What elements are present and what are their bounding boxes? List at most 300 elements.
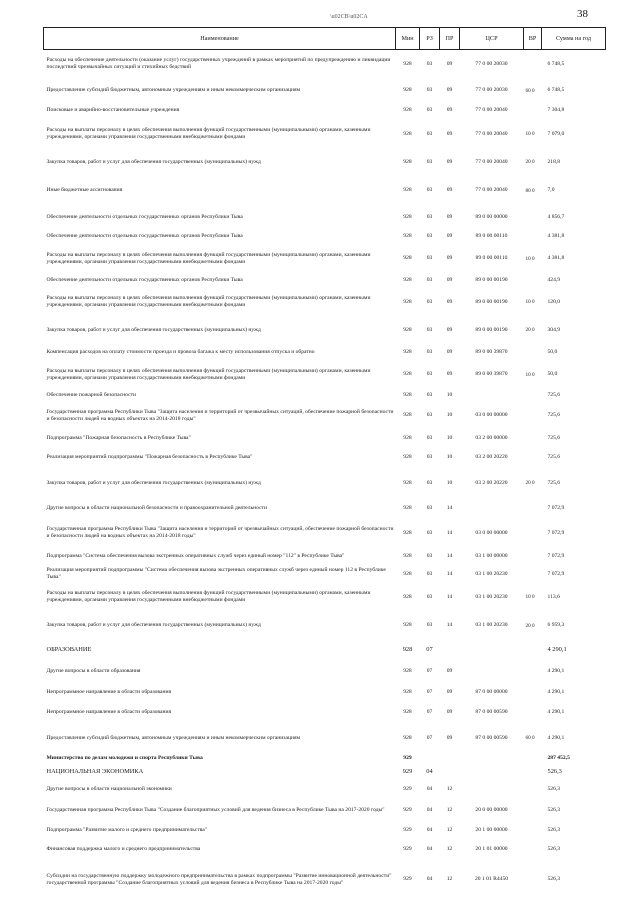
row-sum: 526,3 [547,786,561,792]
row-vr: 20 0 [525,480,535,486]
row-rz: 03 [426,622,433,628]
row-name: Предоставление субсидий бюджетным, автономным учреждениям и иным некоммерческим организациям [46,87,301,93]
row-pr: 12 [446,876,453,882]
row-min: 928 [403,391,412,398]
row-pr: 09 [446,667,453,674]
row-csr [460,498,524,519]
row-vr [524,498,542,519]
row-vr [524,50,542,79]
row-vr: 10 0 [525,371,535,378]
row-rz: 03 [426,371,433,377]
row-csr: 89 0 00 00190 [475,298,508,305]
row-name: Поисковые и аварийно-восстановительные учреждения [46,107,180,113]
row-vr: 80 0 [525,187,535,194]
row-csr: 20 0 00 00000 [475,807,508,813]
row-vr [524,800,542,822]
row-name: Компенсация расходов на оплату стоимости проезда и провоза багажа к месту использования отпуска и обратно [46,348,315,355]
row-rz: 07 [426,709,433,715]
row-name: Расходы на выплаты персоналу в целях обеспечения выполнения функций государственными (муниципальными) органами, казенными учреждениями, органами управления государственными внебюджетными фондами [46,251,371,265]
table-row [44,724,606,753]
row-rz: 07 [426,667,433,674]
row-name: Расходы на обеспечение деятельности (оказание услуг) государственных учреждений в рамках мероприятий по предупреждению и ликвидации последствий чрезвычайных ситуаций и стихийных бедствий [46,57,391,71]
table-row [44,469,606,498]
row-min: 928 [403,688,412,695]
row-vr [524,273,542,288]
row-vr: 20 0 [525,622,535,629]
row-name: Подпрограмма "Система обеспечения вызова экстренных оперативных служб через единый номер "112" в Республике Тыва" [46,553,345,559]
row-rz: 03 [426,553,433,559]
table-row [44,498,606,519]
row-pr: 09 [446,298,453,305]
table-row [44,447,606,469]
row-pr [440,640,460,660]
row-name: Закупка товаров, работ и услуг для обеспечения государственных (муниципальных) нужд [46,622,261,628]
table-header [44,28,606,50]
row-rz: 04 [426,827,433,833]
row-csr [460,753,524,764]
row-min: 928 [403,371,412,377]
row-min: 928 [403,107,412,113]
header-min: Мин [396,28,420,50]
row-name: Непрограммное направление в области образования [46,688,172,695]
table-row [44,430,606,447]
budget-table [43,27,606,900]
row-sum: 4 290,1 [547,734,565,741]
row-min: 928 [403,553,412,559]
row-rz: 03 [426,298,433,305]
row-pr: 14 [446,570,453,577]
row-sum: 7 304,8 [547,107,565,113]
row-vr [524,103,542,119]
row-sum: 7 072,9 [547,553,565,559]
row-name: Закупка товаров, работ и услуг для обеспечения государственных (муниципальных) нужд [46,326,261,333]
row-sum: 6 748,5 [547,60,565,67]
row-name: Непрограммное направление в области образования [46,709,172,715]
row-rz: 04 [426,807,433,813]
row-csr: 89 0 00 00110 [475,233,508,239]
row-rz: 03 [426,233,433,239]
row-min: 928 [403,479,412,486]
table-row [44,175,606,207]
row-name: Другие вопросы в области национальной экономики [46,786,172,792]
row-min: 928 [403,593,412,600]
row-sum: 4 290,1 [547,688,565,695]
row-csr: 89 0 00 00190 [475,326,508,333]
row-min: 928 [403,187,412,193]
row-sum: 526,3 [547,846,561,852]
scan-mark: \u02CB\u02CA [330,14,368,20]
row-name: Субсидии на государственную поддержку молодежного предпринимательства в рамках подпрограммы "Развитие инновационной деятельности" государственной программы "Создание благоприятных условий для ведения бизнеса в Республике Тыва на 2017-2020 годы" [46,872,392,886]
row-min: 928 [403,130,412,137]
table-row [44,822,606,840]
row-csr: 89 0 00 00190 [475,276,508,283]
row-sum: 287 452,5 [547,754,570,761]
row-pr: 14 [446,553,453,559]
row-vr: 20 0 [525,159,535,165]
row-rz: 03 [426,130,433,137]
table-row [44,753,606,764]
row-rz: 03 [426,391,433,398]
row-min: 929 [402,768,413,775]
row-pr: 12 [446,786,453,792]
row-name: Закупка товаров, работ и услуг для обеспечения государственных (муниципальных) нужд [46,158,261,165]
table-row [44,288,606,317]
row-vr [524,840,542,860]
table-row [44,389,606,402]
row-vr [524,640,542,660]
row-name: Подпрограмма "Пожарная безопасность в Республике Тыва" [46,434,191,441]
row-pr: 14 [446,504,453,511]
header-vr: ВР [524,28,542,50]
row-vr [524,753,542,764]
row-pr: 09 [446,371,453,377]
table-row [44,660,606,683]
row-min: 929 [403,754,412,761]
row-vr [524,447,542,469]
row-name: Обеспечение деятельности отдельных государственных органов Республики Тыва [46,276,243,283]
row-rz: 03 [426,158,433,165]
row-name: Закупка товаров, работ и услуг для обеспечения государственных (муниципальных) нужд [46,479,261,486]
row-sum: 4 290,1 [547,667,565,674]
row-rz: 03 [426,187,433,193]
row-rz: 03 [426,87,433,93]
row-rz: 04 [426,846,433,852]
row-csr: 20 1 00 00000 [475,827,508,833]
row-pr: 09 [446,348,453,355]
row-min: 928 [403,60,412,67]
row-vr [524,548,542,566]
row-min: 928 [403,214,412,220]
row-min: 928 [403,504,412,511]
row-csr: 03 2 00 00000 [475,434,508,441]
row-csr: 89 0 00 39870 [475,348,508,355]
row-pr: 09 [446,233,453,239]
row-csr: 03 2 00 20220 [475,479,508,486]
row-pr: 09 [446,255,453,261]
row-pr: 10 [446,454,453,460]
row-min: 928 [403,570,412,577]
row-vr [524,207,542,229]
table-row [44,764,606,780]
row-vr: 10 0 [525,594,535,600]
row-rz: 04 [426,786,433,792]
row-vr: 60 0 [525,735,535,741]
row-vr [524,780,542,800]
row-vr [524,519,542,548]
row-min: 928 [403,709,412,715]
table-row [44,519,606,548]
row-sum: 6 959,3 [547,622,565,628]
row-sum: 120,0 [547,298,561,305]
row-rz: 03 [426,326,433,333]
row-name: Обеспечение пожарной безопасности [46,391,137,398]
row-vr [524,764,542,780]
table-row [44,612,606,640]
row-min: 929 [403,876,412,882]
row-csr: 87 0 00 00590 [475,734,508,741]
row-csr: 77 0 00 20030 [475,87,508,93]
row-min: 928 [403,348,412,355]
row-csr: 03 2 00 20220 [475,454,508,460]
row-pr: 09 [446,60,453,67]
table-row [44,860,606,900]
table-row [44,780,606,800]
row-sum: 4 856,7 [547,214,565,220]
row-min: 929 [403,807,412,813]
row-vr [524,402,542,430]
row-rz: 03 [426,529,433,536]
row-pr: 09 [446,158,453,165]
page-number: 38 [577,8,588,20]
row-sum: 7 072,9 [547,504,565,511]
row-name: Государственная программа Республики Тыва "Защита населения и территорий от чрезвычайных ситуаций, обеспечение пожарной безопасности и безопасности людей на водных объектах на 2014-2018 годы" [46,526,394,539]
row-sum: 725,6 [547,454,561,460]
row-pr: 12 [446,846,453,852]
row-rz: 03 [426,434,433,441]
row-min: 928 [403,667,412,674]
row-csr [460,764,524,780]
table-row [44,344,606,361]
row-vr [524,822,542,840]
table-row [44,273,606,288]
row-name: Министерство по делам молодежи и спорта Республики Тыва [46,754,203,761]
row-pr: 10 [446,412,453,418]
table-row [44,103,606,119]
row-rz: 03 [426,504,433,511]
header-name: Наименование [44,28,396,50]
row-csr: 77 0 00 20030 [475,60,508,67]
row-csr: 89 0 00 00110 [475,255,508,261]
row-name: Финансовая поддержка малого и среднего предпринимательства [46,846,201,852]
table-row [44,207,606,229]
row-sum: 424,9 [547,276,561,283]
row-csr: 03 1 00 20230 [475,622,508,628]
table-row [44,361,606,389]
table-row [44,640,606,660]
row-vr [524,702,542,724]
row-vr [524,683,542,702]
row-rz: 03 [426,593,433,600]
row-name: Другие вопросы в области образования [46,667,141,674]
row-rz: 03 [426,60,433,67]
row-pr: 10 [446,479,453,486]
row-vr [524,344,542,361]
row-sum: 4 381,8 [547,233,565,239]
row-rz: 07 [426,734,433,741]
table-row [44,683,606,702]
row-sum: 526,3 [547,876,561,882]
row-pr: 14 [446,593,453,600]
row-min: 928 [403,454,412,460]
row-vr [524,860,542,900]
table-row [44,229,606,245]
row-pr: 09 [446,326,453,333]
table-row [44,548,606,566]
row-rz: 03 [426,348,433,355]
row-name: ОБРАЗОВАНИЕ [46,646,92,653]
row-min: 928 [403,529,412,536]
row-min: 928 [403,233,412,239]
table-row [44,402,606,430]
row-vr: 60 0 [525,87,535,94]
table-body [44,50,606,900]
table-row [44,566,606,583]
row-csr: 03 0 00 00000 [475,529,508,536]
row-sum: 50,0 [547,371,558,377]
row-sum: 304,9 [547,326,561,333]
row-pr: 09 [446,734,453,741]
row-pr: 09 [446,214,453,220]
row-name: Подпрограмма "Развитие малого и среднего предпринимательства" [46,827,208,833]
row-name: Расходы на выплаты персоналу в целях обеспечения выполнения функций государственными (муниципальными) органами, казенными учреждениями, органами управления государственными внебюджетными фондами [46,295,371,308]
row-sum: 7,0 [547,187,555,193]
row-rz: 03 [426,570,433,577]
row-pr: 09 [446,709,453,715]
row-rz: 04 [426,876,433,882]
row-sum: 7 079,0 [547,130,565,137]
row-name: Реализация мероприятий подпрограммы "Пожарная безопасность в Республике Тыва" [46,454,253,460]
row-name: Обеспечение деятельности отдельных государственных органов Республики Тыва [46,214,243,220]
header-sum: Сумма на год [542,28,606,50]
row-min: 928 [403,734,412,741]
row-csr [460,389,524,402]
row-rz: 04 [426,768,433,775]
row-csr: 20 1 01 R4450 [474,876,509,882]
row-name: НАЦИОНАЛЬНАЯ ЭКОНОМИКА [46,768,144,775]
header-rz: РЗ [420,28,440,50]
row-sum: 7 072,9 [547,570,565,577]
row-pr: 12 [446,807,453,813]
row-vr [524,229,542,245]
row-csr: 77 0 00 20040 [475,107,508,113]
row-csr: 77 0 00 20040 [475,130,508,137]
row-vr [524,566,542,583]
row-csr: 87 0 00 00000 [475,688,508,695]
row-min: 929 [403,827,412,833]
row-name: Расходы на выплаты персоналу в целях обеспечения выполнения функций государственными (муниципальными) органами, казенными учреждениями, органами управления государственными внебюджетными фондами [46,127,371,140]
row-pr: 14 [446,622,453,628]
row-rz: 07 [426,646,433,653]
row-csr: 03 1 00 20230 [475,570,508,577]
row-min: 928 [403,298,412,305]
row-name: Предоставление субсидий бюджетным, автономным учреждениям и иным некоммерческим организациям [46,734,301,741]
row-min: 928 [403,276,412,283]
row-sum: 725,6 [547,434,561,441]
row-sum: 4 290,1 [547,709,565,715]
row-csr [460,660,524,683]
row-pr: 09 [446,87,453,93]
row-pr: 09 [446,187,453,193]
table-row [44,702,606,724]
row-csr: 87 0 00 00590 [475,709,508,715]
row-sum: 725,6 [547,391,561,398]
row-sum: 725,6 [547,412,561,418]
row-min: 928 [403,412,412,418]
row-min: 928 [403,87,412,93]
row-vr: 20 0 [525,327,535,333]
row-name: Расходы на выплаты персоналу в целях обеспечения выполнения функций государственными (муниципальными) органами, казенными учреждениями, органами управления государственными внебюджетными фондами [46,367,371,381]
row-vr: 10 0 [525,255,535,262]
row-min: 928 [402,646,413,653]
row-vr: 10 0 [525,299,535,305]
row-min: 928 [403,434,412,441]
row-pr: 09 [446,107,453,113]
row-sum: 526,3 [547,827,561,833]
row-pr: 10 [446,434,453,441]
row-sum: 50,0 [547,348,558,355]
row-pr: 12 [446,827,453,833]
row-vr [524,430,542,447]
row-name: Обеспечение деятельности отдельных государственных органов Республики Тыва [46,233,243,239]
table-row [44,79,606,103]
row-sum: 725,6 [547,479,561,486]
row-min: 928 [403,255,412,261]
row-min: 929 [403,846,412,852]
row-pr: 09 [446,130,453,137]
row-name: Иные бюджетные ассигнования [46,187,123,193]
table-row [44,50,606,79]
row-sum: 526,3 [547,768,562,775]
row-sum: 4 290,1 [547,646,567,653]
row-min: 929 [403,786,412,792]
row-rz: 03 [426,214,433,220]
row-sum: 526,3 [547,807,561,813]
row-rz: 03 [426,276,433,283]
row-name: Другие вопросы в области национальной безопасности и правоохранительной деятельности [46,504,267,511]
header-csr: ЦСР [460,28,524,50]
row-rz: 03 [426,454,433,460]
table-row [44,150,606,175]
table-row [44,800,606,822]
row-sum: 6 748,5 [547,87,565,93]
row-csr: 03 0 00 00000 [475,412,508,418]
row-vr [524,660,542,683]
row-name: Реализация мероприятий подпрограммы "Система обеспечения вызова экстренных оперативных служб через единый номер 112 в Республике Тыва" [46,567,386,580]
row-sum: 7 072,9 [547,529,565,536]
row-csr [460,640,524,660]
row-rz: 03 [426,107,433,113]
row-csr: 77 0 00 20040 [475,187,508,193]
row-min: 928 [403,158,412,165]
row-pr: 09 [446,276,453,283]
row-pr: 09 [446,688,453,695]
row-csr: 77 0 00 20040 [475,158,508,165]
row-csr: 20 1 01 00000 [475,846,508,852]
row-name: Государственная программа Республики Тыва "Защита населения и территорий от чрезвычайных ситуаций, обеспечение пожарной безопасности и безопасности людей на водных объектах на 2014-2018 годы" [46,408,394,422]
row-csr: 89 0 00 00000 [475,214,508,220]
row-name: Расходы на выплаты персоналу в целях обеспечения выполнения функций государственными (муниципальными) органами, казенными учреждениями, органами управления государственными внебюджетными фондами [46,590,371,603]
table-row [44,583,606,612]
row-pr: 14 [446,529,453,536]
row-rz: 03 [426,255,433,261]
row-pr [440,764,460,780]
row-rz [420,753,440,764]
row-sum: 4 381,8 [547,255,565,261]
row-name: Государственная программа Республики Тыва "Создание благоприятных условий для ведения бизнеса в Республике Тыва на 2017-2020 годы" [46,807,385,813]
row-min: 928 [403,622,412,628]
row-sum: 218,8 [547,158,561,165]
table-row [44,840,606,860]
table-row [44,317,606,344]
row-csr: 03 1 00 20230 [475,593,508,600]
row-csr: 89 0 00 39870 [475,371,508,377]
row-min: 928 [403,326,412,333]
row-pr [440,753,460,764]
header-pr: ПР [440,28,460,50]
row-vr: 10 0 [525,131,535,137]
row-vr [524,389,542,402]
row-csr: 03 1 00 00000 [475,553,508,559]
